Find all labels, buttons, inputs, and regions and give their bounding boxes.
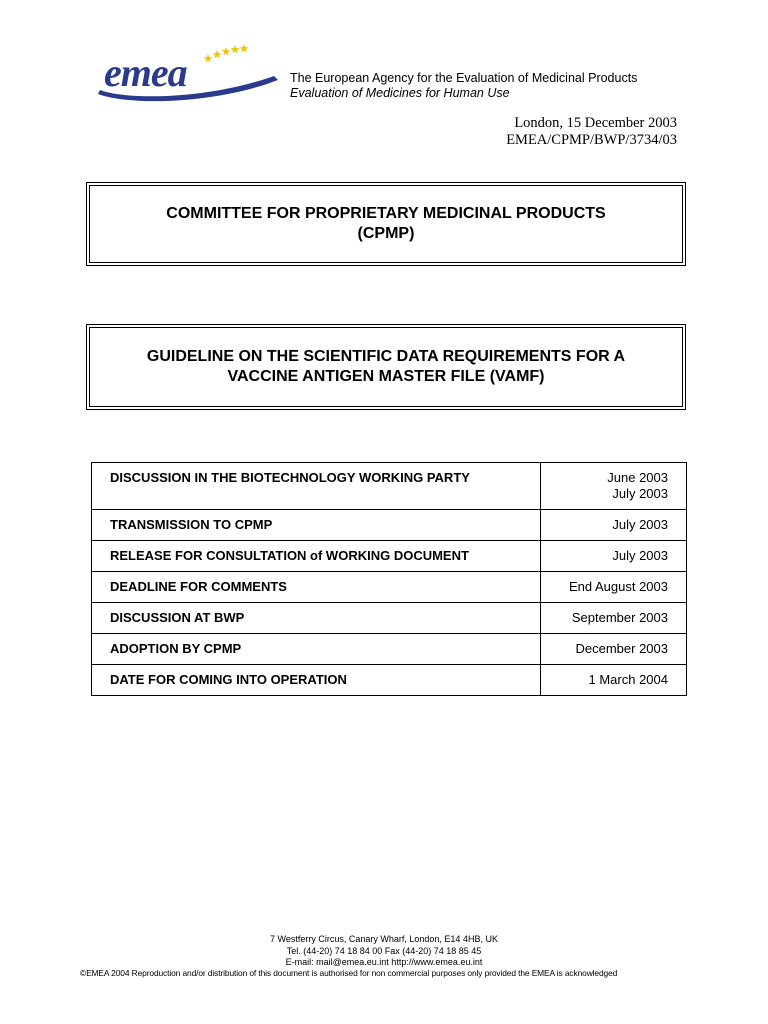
footer-legal: ©EMEA 2004 Reproduction and/or distribution of this document is authorised for non commercial purposes only provided the EMEA is acknowledged — [80, 968, 618, 978]
footer-phone: Tel. (44-20) 74 18 84 00 Fax (44-20) 74 18 85 45 — [286, 945, 482, 956]
logo-wordmark: emea — [104, 50, 187, 95]
table-row — [92, 541, 687, 572]
table-row — [92, 665, 687, 696]
date-cell: September 2003 — [541, 603, 687, 634]
table-row — [92, 603, 687, 634]
committee-title: COMMITTEE FOR PROPRIETARY MEDICINAL PRODUCTS — [166, 205, 606, 222]
footer-address: 7 Westferry Circus, Canary Wharf, London, E14 4HB, UK — [270, 934, 498, 944]
date-value: July 2003 — [612, 486, 668, 501]
date-cell: 1 March 2004 — [541, 665, 687, 696]
agency-name: The European Agency for the Evaluation of Medicinal Products — [290, 71, 638, 85]
committee-abbreviation: (CPMP) — [357, 225, 415, 242]
guideline-box — [86, 324, 686, 410]
stage-cell: RELEASE FOR CONSULTATION of WORKING DOCUMENT — [92, 541, 541, 572]
table-row — [92, 572, 687, 603]
table-row — [92, 634, 687, 665]
stage-cell: ADOPTION BY CPMP — [92, 634, 541, 665]
agency-block — [290, 71, 637, 101]
committee-box — [86, 182, 686, 266]
date-value: June 2003 — [607, 470, 668, 485]
stage-cell: DISCUSSION AT BWP — [92, 603, 541, 634]
schedule-table — [91, 462, 687, 696]
date-cell: End August 2003 — [541, 572, 687, 603]
stage-cell: TRANSMISSION TO CPMP — [92, 510, 541, 541]
stage-cell: DATE FOR COMING INTO OPERATION — [92, 665, 541, 696]
table-row — [92, 510, 687, 541]
guideline-title-line1: GUIDELINE ON THE SCIENTIFIC DATA REQUIREMENTS FOR A — [146, 348, 626, 365]
emea-logo — [96, 40, 280, 102]
document-meta — [506, 115, 677, 149]
guideline-title-line2: VACCINE ANTIGEN MASTER FILE (VAMF) — [227, 368, 545, 385]
place-date: London, 15 December 2003 — [514, 115, 677, 131]
document-reference: EMEA/CPMP/BWP/3734/03 — [506, 132, 677, 148]
date-cell: July 2003 — [541, 510, 687, 541]
logo-stars-icon — [204, 44, 249, 62]
date-cell — [541, 463, 687, 510]
stage-cell: DISCUSSION IN THE BIOTECHNOLOGY WORKING PARTY — [92, 463, 541, 510]
date-cell: July 2003 — [541, 541, 687, 572]
page-footer — [0, 934, 768, 978]
stage-cell: DEADLINE FOR COMMENTS — [92, 572, 541, 603]
table-row — [92, 463, 687, 510]
footer-contact: E-mail: mail@emea.eu.int http://www.emea.eu.int — [285, 957, 483, 967]
agency-unit: Evaluation of Medicines for Human Use — [290, 86, 510, 100]
date-cell: December 2003 — [541, 634, 687, 665]
